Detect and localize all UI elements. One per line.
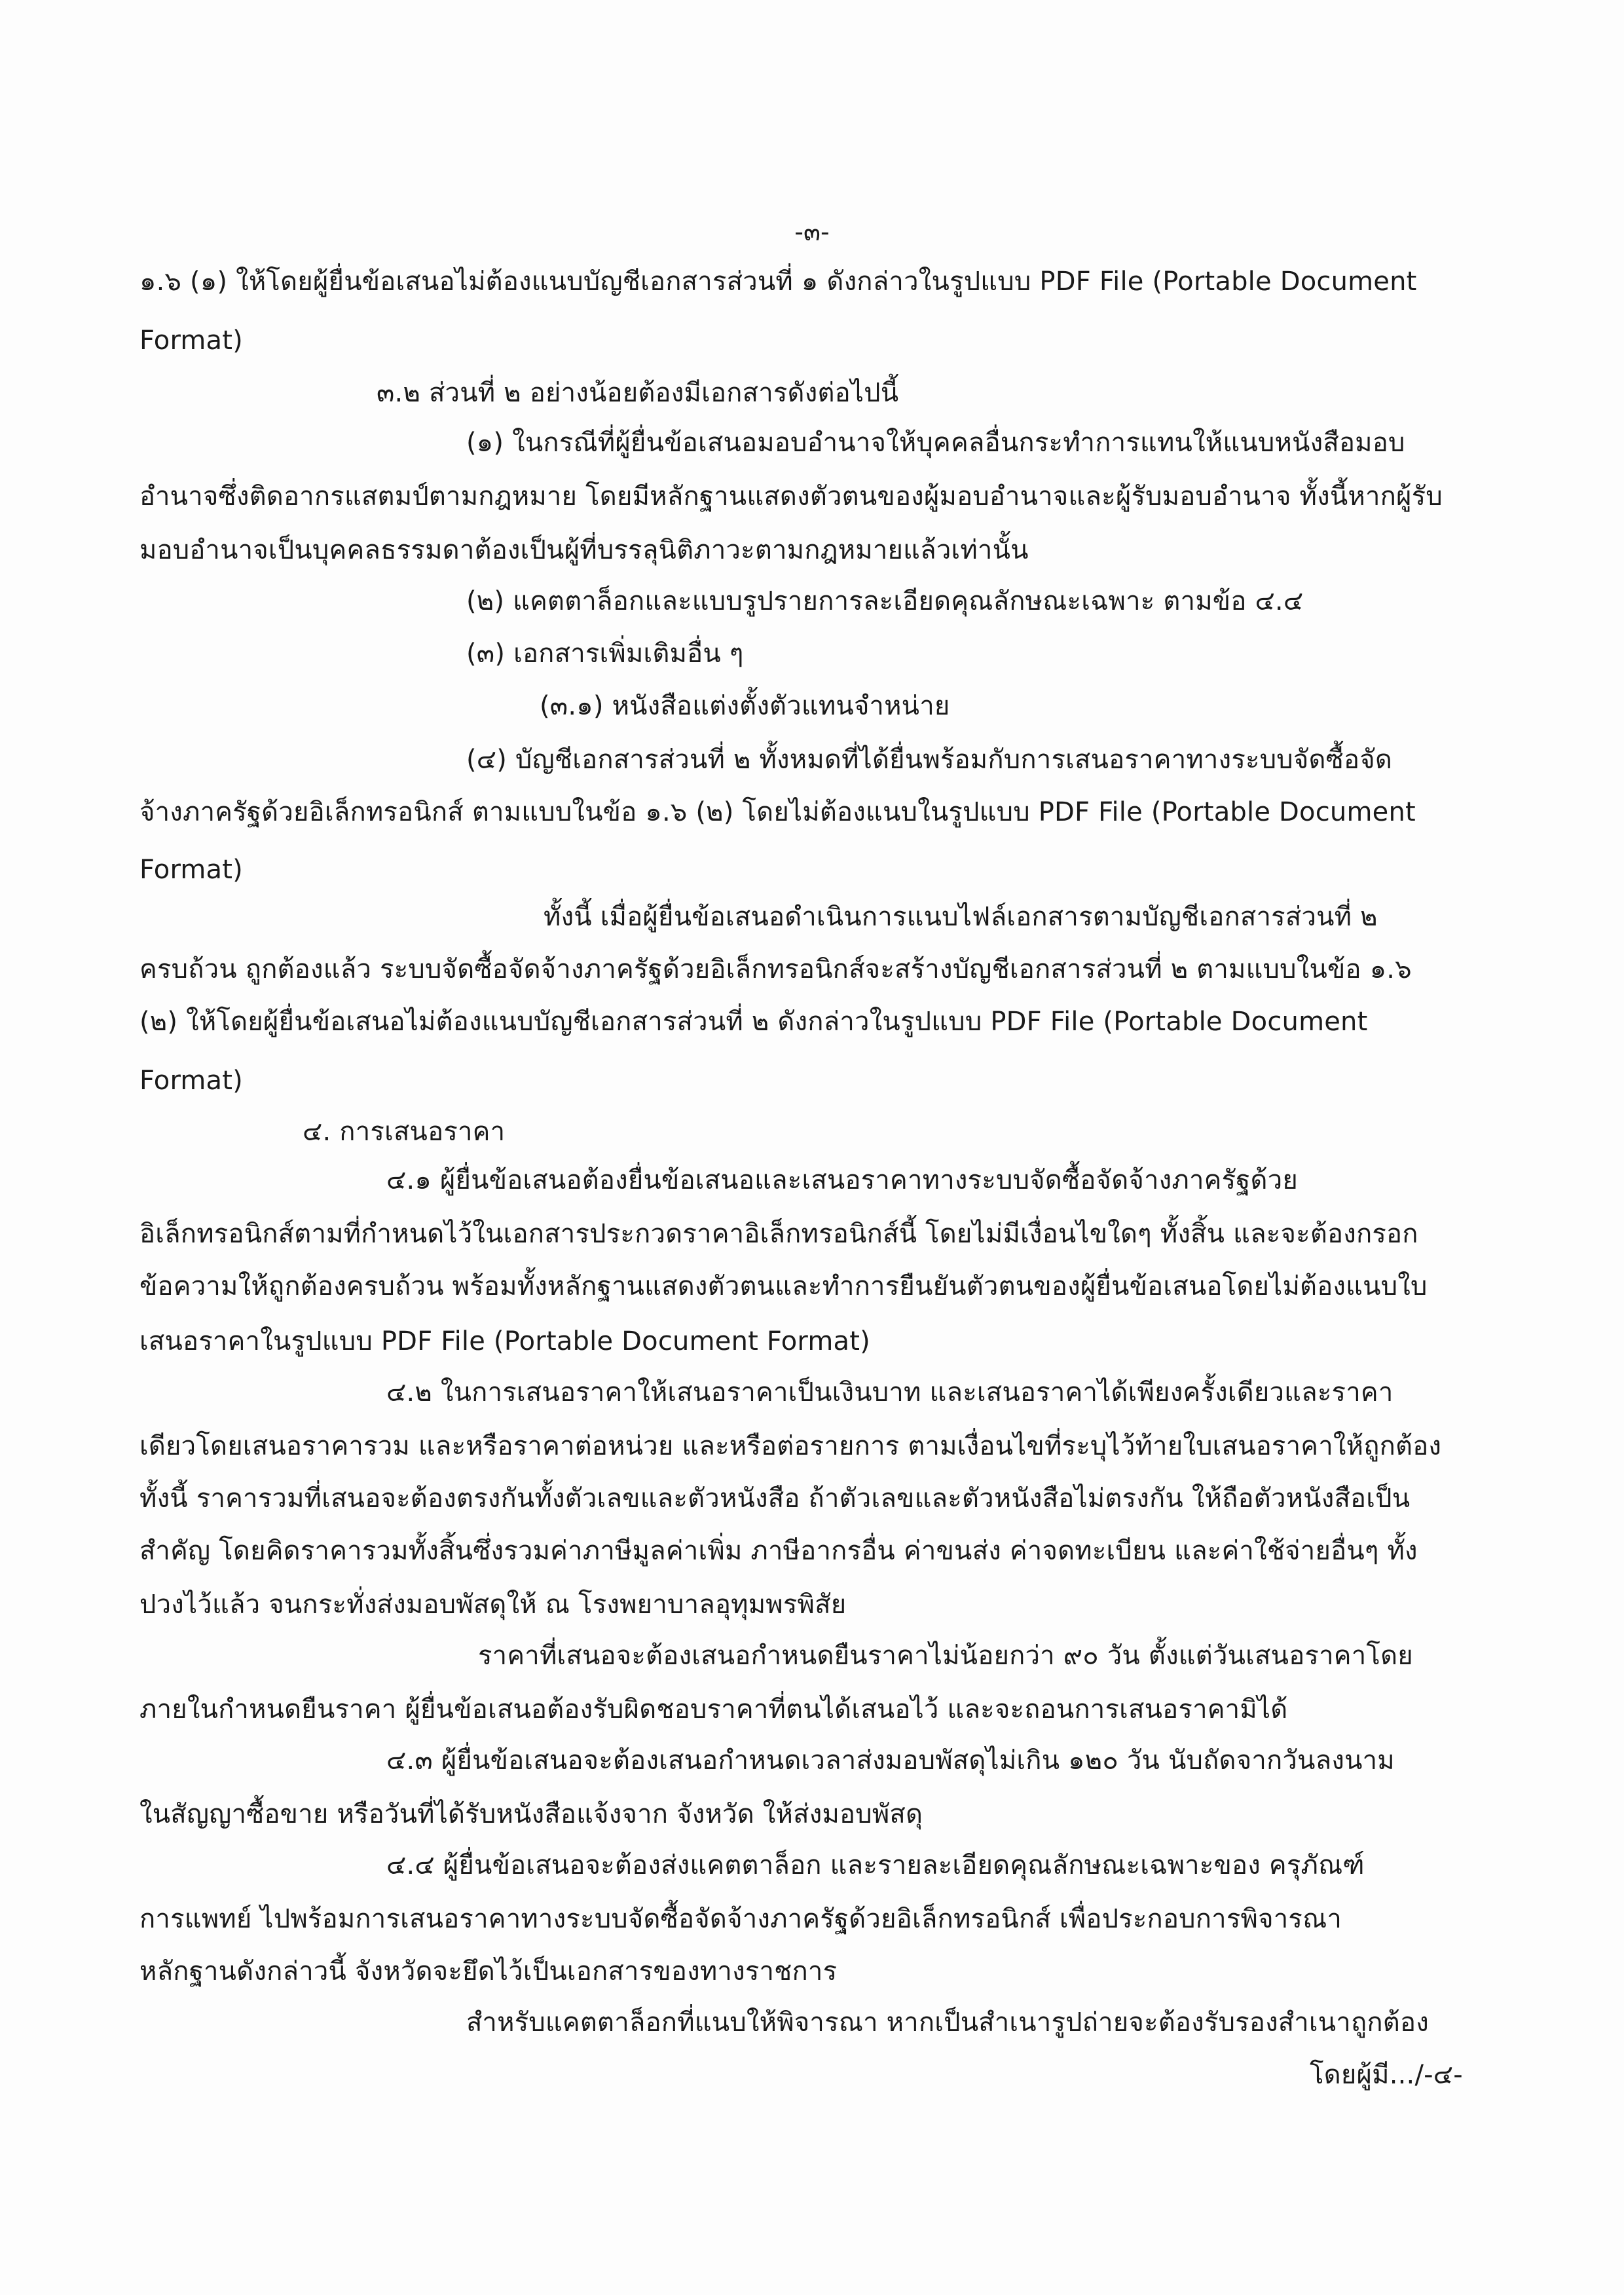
text-line: ครบถ้วน ถูกต้องแล้ว ระบบจัดซื้อจัดจ้างภาครัฐด้วยอิเล็กทรอนิกส์จะสร้างบัญชีเอกสารส่วนที่ ๒ ตามแบบในข้อ ๑.๖	[139, 954, 1412, 984]
section-heading: ๔. การเสนอราคา	[303, 1117, 506, 1147]
text-line: Format)	[139, 1066, 243, 1096]
text-line: (๓) เอกสารเพิ่มเติมอื่น ๆ	[466, 639, 744, 669]
text-line: ๔.๒ ในการเสนอราคาให้เสนอราคาเป็นเงินบาท และเสนอราคาได้เพียงครั้งเดียวและราคา	[386, 1377, 1393, 1408]
text-line: (๒) แคตตาล็อกและแบบรูปรายการละเอียดคุณลักษณะเฉพาะ ตามข้อ ๔.๔	[466, 586, 1304, 616]
text-line: สำหรับแคตตาล็อกที่แนบให้พิจารณา หากเป็นสำเนารูปถ่ายจะต้องรับรองสำเนาถูกต้อง	[466, 2007, 1429, 2038]
text-line: ราคาที่เสนอจะต้องเสนอกำหนดยืนราคาไม่น้อยกว่า ๙๐ วัน ตั้งแต่วันเสนอราคาโดย	[478, 1641, 1413, 1671]
text-line: ปวงไว้แล้ว จนกระทั่งส่งมอบพัสดุให้ ณ โรงพยาบาลอุทุมพรพิสัย	[139, 1590, 847, 1620]
page-number: -๓-	[794, 217, 830, 246]
text-line: ภายในกำหนดยืนราคา ผู้ยื่นข้อเสนอต้องรับผิดชอบราคาที่ตนได้เสนอไว้ และจะถอนการเสนอราคามิได้	[139, 1694, 1288, 1725]
text-line: ข้อความให้ถูกต้องครบถ้วน พร้อมทั้งหลักฐานแสดงตัวตนและทำการยืนยันตัวตนของผู้ยื่นข้อเสนอโดยไม่ต้องแนบใบ	[139, 1271, 1428, 1301]
text-line: (๑) ในกรณีที่ผู้ยื่นข้อเสนอมอบอำนาจให้บุคคลอื่นกระทำการแทนให้แนบหนังสือมอบ	[466, 428, 1405, 458]
text-line: (๒) ให้โดยผู้ยื่นข้อเสนอไม่ต้องแนบบัญชีเอกสารส่วนที่ ๒ ดังกล่าวในรูปแบบ PDF File (Portable Document	[139, 1007, 1368, 1037]
text-line: Format)	[139, 326, 243, 356]
text-line: ๔.๓ ผู้ยื่นข้อเสนอจะต้องเสนอกำหนดเวลาส่งมอบพัสดุไม่เกิน ๑๒๐ วัน นับถัดจากวันลงนาม	[386, 1745, 1395, 1776]
text-line: ทั้งนี้ ราคารวมที่เสนอจะต้องตรงกันทั้งตัวเลขและตัวหนังสือ ถ้าตัวเลขและตัวหนังสือไม่ตรงกัน ให้ถือตัวหนังสือเป็น	[139, 1483, 1411, 1514]
text-line: การแพทย์ ไปพร้อมการเสนอราคาทางระบบจัดซื้อจัดจ้างภาครัฐด้วยอิเล็กทรอนิกส์ เพื่อประกอบการพิจารณา	[139, 1904, 1342, 1934]
text-line: Format)	[139, 855, 243, 885]
text-line: (๔) บัญชีเอกสารส่วนที่ ๒ ทั้งหมดที่ได้ยื่นพร้อมกับการเสนอราคาทางระบบจัดซื้อจัด	[466, 745, 1393, 775]
text-line: อิเล็กทรอนิกส์ตามที่กำหนดไว้ในเอกสารประกวดราคาอิเล็กทรอนิกส์นี้ โดยไม่มีเงื่อนไขใดๆ ทั้งสิ้น และจะต้องกรอก	[139, 1219, 1418, 1249]
text-line: หลักฐานดังกล่าวนี้ จังหวัดจะยึดไว้เป็นเอกสารของทางราชการ	[139, 1956, 838, 1987]
text-line: ในสัญญาซื้อขาย หรือวันที่ได้รับหนังสือแจ้งจาก จังหวัด ให้ส่งมอบพัสดุ	[139, 1799, 923, 1829]
text-line: (๓.๑) หนังสือแต่งตั้งตัวแทนจำหน่าย	[540, 691, 950, 721]
text-line: เสนอราคาในรูปแบบ PDF File (Portable Document Format)	[139, 1326, 870, 1356]
text-line: ๔.๑ ผู้ยื่นข้อเสนอต้องยื่นข้อเสนอและเสนอราคาทางระบบจัดซื้อจัดจ้างภาครัฐด้วย	[386, 1165, 1299, 1195]
text-line: ทั้งนี้ เมื่อผู้ยื่นข้อเสนอดำเนินการแนบไฟล์เอกสารตามบัญชีเอกสารส่วนที่ ๒	[544, 902, 1378, 932]
text-line: ๑.๖ (๑) ให้โดยผู้ยื่นข้อเสนอไม่ต้องแนบบัญชีเอกสารส่วนที่ ๑ ดังกล่าวในรูปแบบ PDF File (Portable Document	[139, 267, 1417, 297]
text-line: ๔.๔ ผู้ยื่นข้อเสนอจะต้องส่งแคตตาล็อก และรายละเอียดคุณลักษณะเฉพาะของ ครุภัณฑ์	[386, 1850, 1365, 1880]
text-line: มอบอำนาจเป็นบุคคลธรรมดาต้องเป็นผู้ที่บรรลุนิติภาวะตามกฎหมายแล้วเท่านั้น	[139, 535, 1029, 565]
continuation-note: โดยผู้มี.../-๔-	[1310, 2060, 1463, 2090]
section-heading: ๓.๒ ส่วนที่ ๒ อย่างน้อยต้องมีเอกสารดังต่อไปนี้	[377, 378, 899, 408]
text-line: จ้างภาครัฐด้วยอิเล็กทรอนิกส์ ตามแบบในข้อ ๑.๖ (๒) โดยไม่ต้องแนบในรูปแบบ PDF File (Portable Document	[139, 797, 1416, 827]
text-line: อำนาจซึ่งติดอากรแสตมป์ตามกฎหมาย โดยมีหลักฐานแสดงตัวตนของผู้มอบอำนาจและผู้รับมอบอำนาจ ทั้งนี้หากผู้รับ	[139, 481, 1443, 512]
text-line: เดียวโดยเสนอราคารวม และหรือราคาต่อหน่วย และหรือต่อรายการ ตามเงื่อนไขที่ระบุไว้ท้ายใบเสนอราคาให้ถูกต้อง	[139, 1431, 1442, 1461]
text-line: สำคัญ โดยคิดราคารวมทั้งสิ้นซึ่งรวมค่าภาษีมูลค่าเพิ่ม ภาษีอากรอื่น ค่าขนส่ง ค่าจดทะเบียน และค่าใช้จ่ายอื่นๆ ทั้ง	[139, 1536, 1418, 1566]
